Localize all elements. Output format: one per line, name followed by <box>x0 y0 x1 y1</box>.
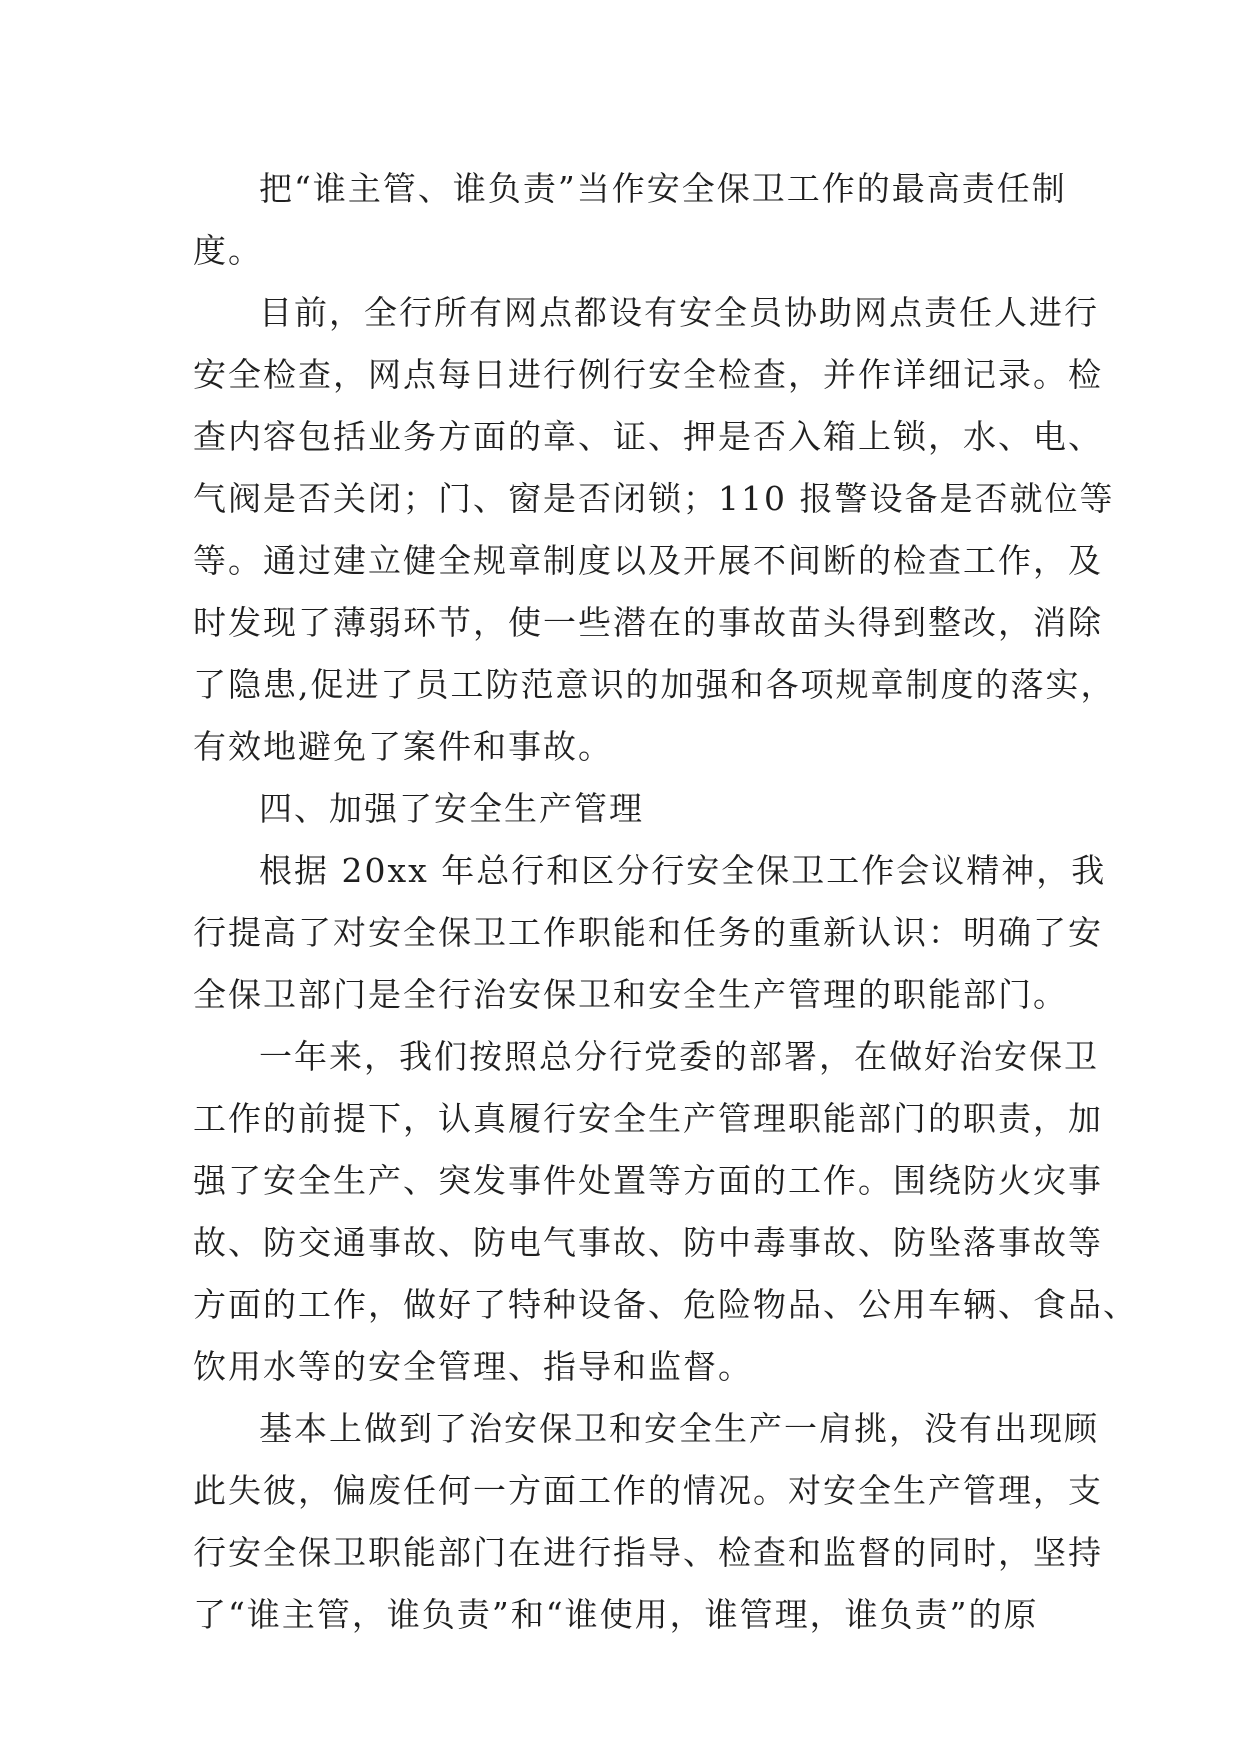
text-line: 工作的前提下，认真履行安全生产管理职能部门的职责，加 <box>193 1099 1103 1138</box>
paragraph-safety-inspection <box>193 282 1116 778</box>
text-line: 一年来，我们按照总分行党委的部署，在做好治安保卫 <box>259 1037 1099 1076</box>
text-line: 全保卫部门是全行治安保卫和安全生产管理的职能部门。 <box>193 975 1068 1014</box>
text-line: 故、防交通事故、防电气事故、防中毒事故、防坠落事故等 <box>193 1223 1103 1262</box>
text-line: 度。 <box>193 231 263 270</box>
text-line: 饮用水等的安全管理、指导和监督。 <box>193 1347 753 1386</box>
document-body <box>193 158 1138 1646</box>
text-line: 根据 20xx 年总行和区分行安全保卫工作会议精神，我 <box>259 851 1107 890</box>
text-line: 行安全保卫职能部门在进行指导、检查和监督的同时，坚持 <box>193 1533 1103 1572</box>
text-line: 方面的工作，做好了特种设备、危险物品、公用车辆、食品、 <box>193 1285 1138 1324</box>
section-heading-text: 四、加强了安全生产管理 <box>259 789 644 828</box>
paragraph-responsibility-system <box>193 158 1067 282</box>
text-line: 了“谁主管，谁负责”和“谁使用，谁管理，谁负责”的原 <box>193 1595 1039 1634</box>
paragraph-meeting-spirit <box>193 840 1107 1026</box>
section-heading <box>193 778 1063 840</box>
text-line: 等。通过建立健全规章制度以及开展不间断的检查工作，及 <box>193 541 1103 580</box>
text-line: 查内容包括业务方面的章、证、押是否入箱上锁，水、电、 <box>193 417 1103 456</box>
text-line: 行提高了对安全保卫工作职能和任务的重新认识：明确了安 <box>193 913 1103 952</box>
text-line: 基本上做到了治安保卫和安全生产一肩挑，没有出现顾 <box>259 1409 1099 1448</box>
text-line: 安全检查，网点每日进行例行安全检查，并作详细记录。检 <box>193 355 1103 394</box>
paragraph-dual-responsibility <box>193 1398 1103 1646</box>
text-line: 目前，全行所有网点都设有安全员协助网点责任人进行 <box>259 293 1099 332</box>
text-line: 强了安全生产、突发事件处置等方面的工作。围绕防火灾事 <box>193 1161 1103 1200</box>
text-line: 有效地避免了案件和事故。 <box>193 727 613 766</box>
text-line: 了隐患,促进了员工防范意识的加强和各项规章制度的落实， <box>193 665 1116 704</box>
text-line: 此失彼，偏废任何一方面工作的情况。对安全生产管理，支 <box>193 1471 1103 1510</box>
text-line: 气阀是否关闭；门、窗是否闭锁；110 报警设备是否就位等 <box>193 479 1115 518</box>
paragraph-year-review <box>193 1026 1138 1398</box>
text-line: 把“谁主管、谁负责”当作安全保卫工作的最高责任制 <box>259 169 1067 208</box>
text-line: 时发现了薄弱环节，使一些潜在的事故苗头得到整改，消除 <box>193 603 1103 642</box>
